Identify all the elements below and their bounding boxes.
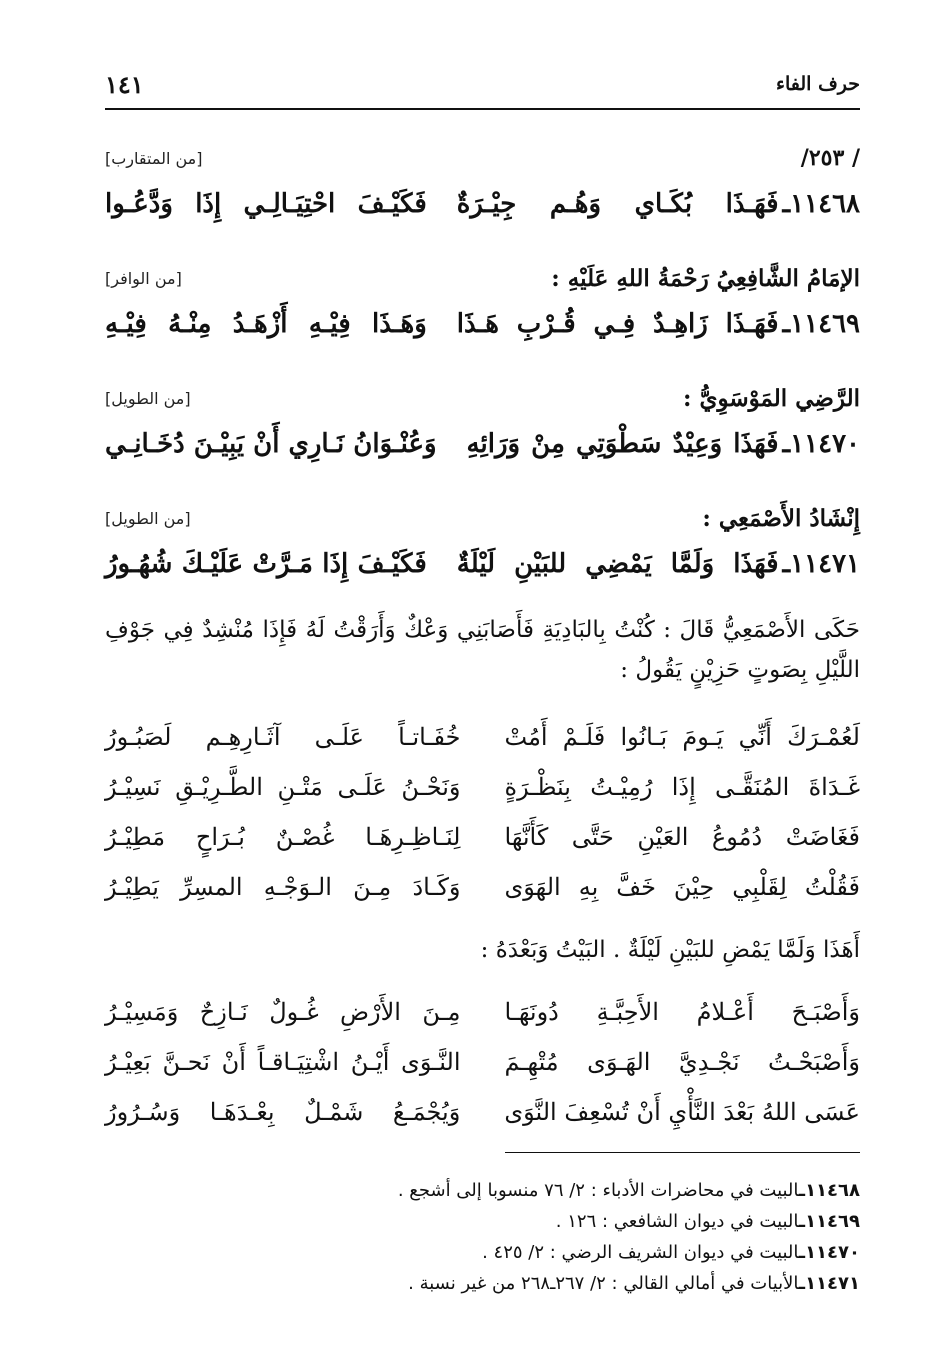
verse-hemistich-second: فَكَيْـفَ احْتِيَـالِـي إِذَا وَدَّعُـوا (104, 189, 427, 219)
verse-hemistich-first: فَهَـذَا زَاهِـدٌ فِـي قُـرْبِ هَـذَا (456, 309, 779, 339)
poem-block-2 (105, 258, 860, 350)
quoted-verse-line (105, 862, 860, 912)
hemistich-first: فَغَاضَتْ دُمُوعُ العَيْنِ حَتَّى كَأَنَّهَا (504, 823, 860, 851)
verse-number: ١١٤٦٩ـ (782, 309, 860, 339)
poet-name: إِنْشَادُ الأَصْمَعِي : (702, 504, 860, 532)
verse-number: ١١٤٧٠ـ (782, 429, 860, 459)
verse-hemistich-second: وَهَـذَا فِيْـهِ أَزْهَـدُ مِنْـهُ فِيْـهِ (104, 309, 427, 339)
hemistich-second: مِـنَ الأَرْضِ غُـولٌ نَـازِحٌ وَمَسِيْـرُ (105, 998, 461, 1026)
quoted-verse-line (105, 1037, 860, 1087)
footnote (105, 1206, 860, 1237)
footnote-number: ١١٤٧٠ـ (798, 1242, 860, 1263)
book-page (105, 0, 860, 1367)
hemistich-second: وَكَـادَ مِـنَ الـوَجْـهِ المسِرِّ يَطِيْـرُ (105, 873, 461, 901)
meter-label: [من الطويل] (105, 388, 191, 408)
hemistich-second: وَنَحْـنُ عَلَـى مَتْـنِ الطَّـرِيْـقِ نَسِيْـرُ (105, 773, 461, 801)
footnotes (105, 1175, 860, 1299)
page-header (105, 68, 860, 100)
footnote (105, 1175, 860, 1206)
poem-block-1 (105, 138, 860, 230)
poem-number: / ٢٥٣/ (800, 145, 860, 171)
quoted-verse-line (105, 1087, 860, 1137)
verse-line (105, 298, 860, 350)
footnote (105, 1237, 860, 1268)
running-title: حرف الفاء (776, 73, 860, 95)
footnote-text: الأبيات في أمالي القالي : ٢/ ٢٦٧ـ٢٦٨ من غير نسبة . (408, 1273, 799, 1294)
verse-number: ١١٤٦٨ـ (782, 189, 860, 219)
verse-hemistich-first: فَهَذَا وَلَمَّا يَمْضِي للبَيْنِ لَيْلَةٌ (456, 549, 779, 579)
hemistich-first: لَعُمْـرَكَ أَنِّي يَـومَ بَـانُوا فَلَـمْ أَمُتْ (504, 723, 860, 751)
hemistich-second: وَيُجْمَـعُ شَمْـلٌ بِعْـدَهَـا وَسُـرُورُ (105, 1098, 461, 1126)
quoted-verses-a (105, 712, 860, 912)
verse-line (105, 418, 860, 470)
poem-block-4 (105, 498, 860, 590)
hemistich-second: النَّـوَى أَيْـنُ اشْتِيَـاقـاً أَنْ نَحـنَّ بَعِيْـرُ (105, 1048, 461, 1076)
hemistich-first: غَـدَاةَ المُنَقَّـى إِذَا رُمِيْـتُ بِنَظْـرَةٍ (504, 773, 860, 801)
story-line-2: اللَّيْلِ بِصَوتٍ حَزِيْنٍ يَقُولُ : (620, 657, 860, 683)
header-rule (105, 108, 860, 110)
meter-label: [من الطويل] (105, 508, 191, 528)
poem-block-3 (105, 378, 860, 470)
footnote-text: البيت في ديوان الشافعي : ١٢٦ . (555, 1211, 799, 1232)
footnote-number: ١١٤٦٩ـ (798, 1211, 860, 1232)
hemistich-first: وَأَصْبَحْـتُ نَجْـدِيَّ الهَـوَى مُتْهِـمَ (504, 1048, 860, 1076)
verse-hemistich-first: فَهَذَا وَعِيْدٌ سَطْوَتِي مِنْ وَرَائِهِ (466, 429, 779, 459)
quoted-verse-line (105, 987, 860, 1037)
verse-line (105, 538, 860, 590)
footnote-number: ١١٤٦٨ـ (798, 1180, 860, 1201)
poet-name: الإمَامُ الشَّافِعِيُ رَحْمَةُ اللهِ عَلَيْهِ : (551, 264, 860, 292)
poet-name: الرَّضِي المَوْسَوِيُّ : (682, 384, 860, 412)
hemistich-second: خُفَـاتـاً عَلَـى آثَـارِهِـم لَصَبُـورُ (105, 723, 461, 751)
page-number: ١٤١ (105, 69, 144, 99)
hemistich-first: عَسَى اللهُ بَعْدَ النَّأْيِ أَنْ تُسْعِفَ النَّوَى (504, 1098, 860, 1126)
footnote-number: ١١٤٧١ـ (798, 1273, 860, 1294)
hemistich-first: وَأَصْبَـحَ أَعْـلامُ الأَحِبَّـةِ دُونَهَـا (504, 998, 860, 1026)
interlude-line: أَهَذَا وَلَمَّا يَمْضِ للبَيْنِ لَيْلَةٌ . البَيْتُ وَبَعْدَهُ : (480, 937, 860, 963)
quoted-verse-line (105, 762, 860, 812)
hemistich-first: فَقُلْتُ لِقَلْبِي حِيْنَ خَفَّ بِهِ الهَوَى (504, 873, 860, 901)
meter-label: [من المتقارب] (105, 148, 203, 168)
verse-line (105, 178, 860, 230)
meter-label: [من الوافر] (105, 268, 182, 288)
quoted-verse-line (105, 712, 860, 762)
footnote-rule (505, 1152, 860, 1153)
quoted-verses-b (105, 987, 860, 1137)
verse-hemistich-first: فَهَـذَا بُكَـاي وَهُـم جِيْـرَةٌ (456, 189, 779, 219)
story-line-1: حَكَى الأَصْمَعِيُّ قَالَ : كُنْتُ بِالبَادِيَةِ فَأَصَابَنِي وَعْكٌ وَأَرَقْتُ لَهُ فَإِذَا مُنْشِدٌ فِي جَوْفِ (105, 617, 860, 643)
footnote-text: البيت في ديوان الشريف الرضي : ٢/ ٤٢٥ . (482, 1242, 799, 1263)
verse-hemistich-second: فَكَيْـفَ إِذَا مَـرَّتْ عَلَيْـكَ شُهُـورُ (104, 549, 427, 579)
hemistich-second: لِنَـاظِـرِهَـا غُصْـنٌ بُـرَاحٍ مَطِيْـرُ (105, 823, 461, 851)
footnote (105, 1268, 860, 1299)
quoted-verse-line (105, 812, 860, 862)
verse-hemistich-second: وَعُنْـوَانُ نَـارِي أَنْ يَبِيْـنَ دُخَـانِـي (105, 429, 437, 459)
story-paragraph (105, 610, 860, 690)
footnote-text: البيت في محاضرات الأدباء : ٢/ ٧٦ منسوبا إلى أشجع . (397, 1180, 799, 1201)
verse-number: ١١٤٧١ـ (782, 549, 860, 579)
